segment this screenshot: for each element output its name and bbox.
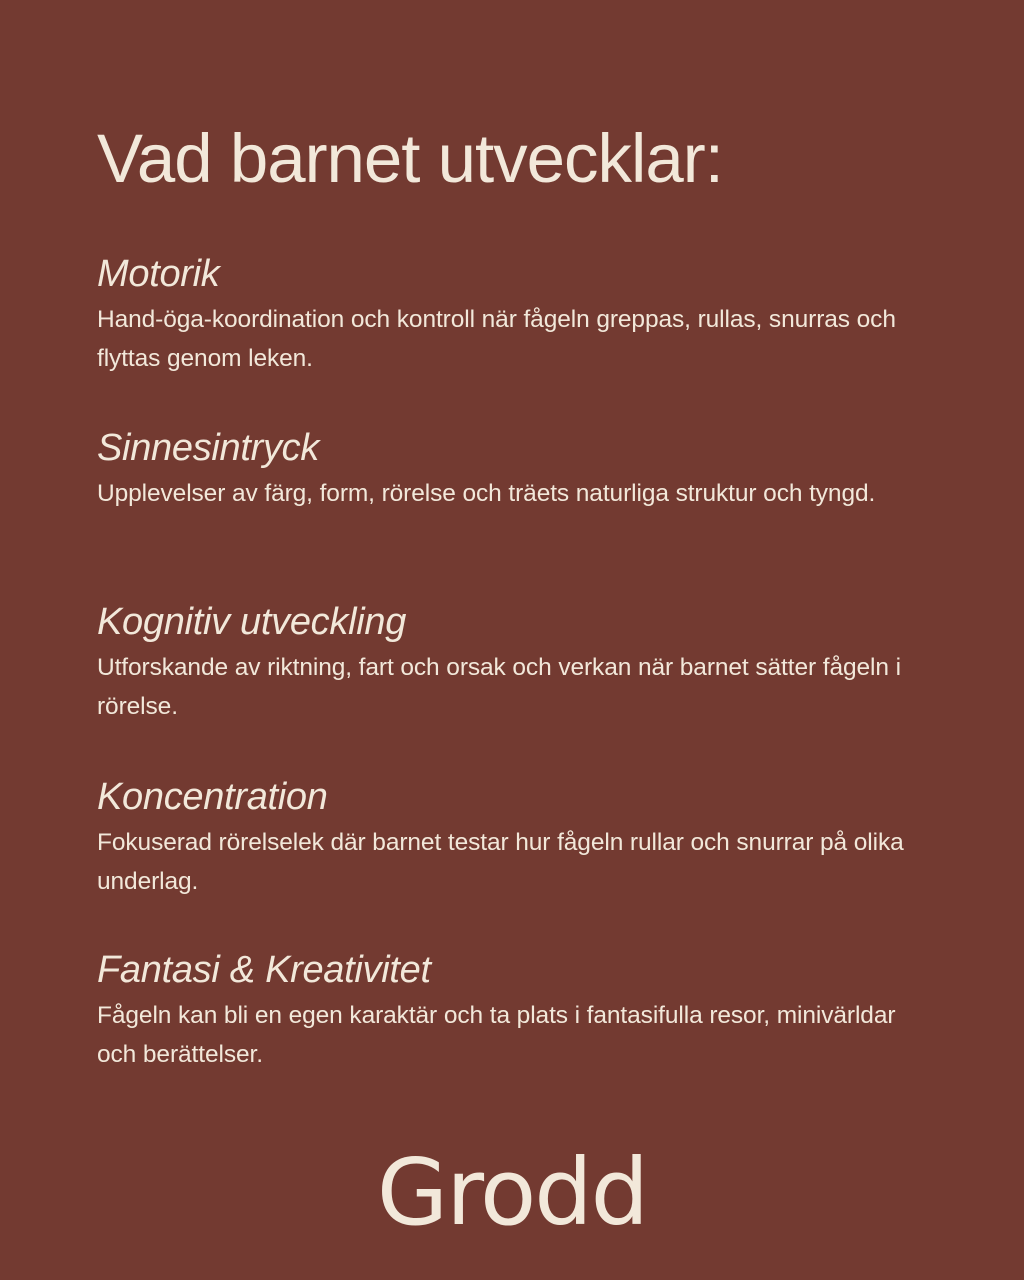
section-text: Upplevelser av färg, form, rörelse och träets naturliga struktur och tyngd.	[97, 480, 876, 507]
logo-wordmark: Grodd	[376, 1139, 648, 1246]
section-title: Kognitiv utveckling	[97, 601, 407, 643]
section-koncentration	[97, 775, 927, 901]
page-title: Vad barnet utvecklar:	[97, 120, 723, 197]
section-title: Fantasi & Kreativitet	[97, 949, 431, 991]
section-text: Utforskande av riktning, fart och orsak och verkan när barnet sätter fågeln i rörelse.	[97, 654, 901, 720]
section-motorik	[97, 252, 927, 378]
brand-logo	[348, 1139, 676, 1246]
section-text: Fågeln kan bli en egen karaktär och ta plats i fantasifulla resor, minivärldar och berättelser.	[97, 1002, 896, 1068]
section-title: Sinnesintryck	[97, 427, 320, 469]
section-text: Fokuserad rörelselek där barnet testar hur fågeln rullar och snurrar på olika underlag.	[97, 829, 904, 895]
section-title: Koncentration	[97, 776, 328, 818]
section-fantasi-kreativitet	[97, 948, 927, 1074]
section-title: Motorik	[97, 253, 220, 295]
section-text: Hand-öga-koordination och kontroll när fågeln greppas, rullas, snurras och flyttas genom leken.	[97, 306, 896, 372]
section-sinnesintryck	[97, 426, 927, 513]
section-kognitiv-utveckling	[97, 600, 927, 726]
